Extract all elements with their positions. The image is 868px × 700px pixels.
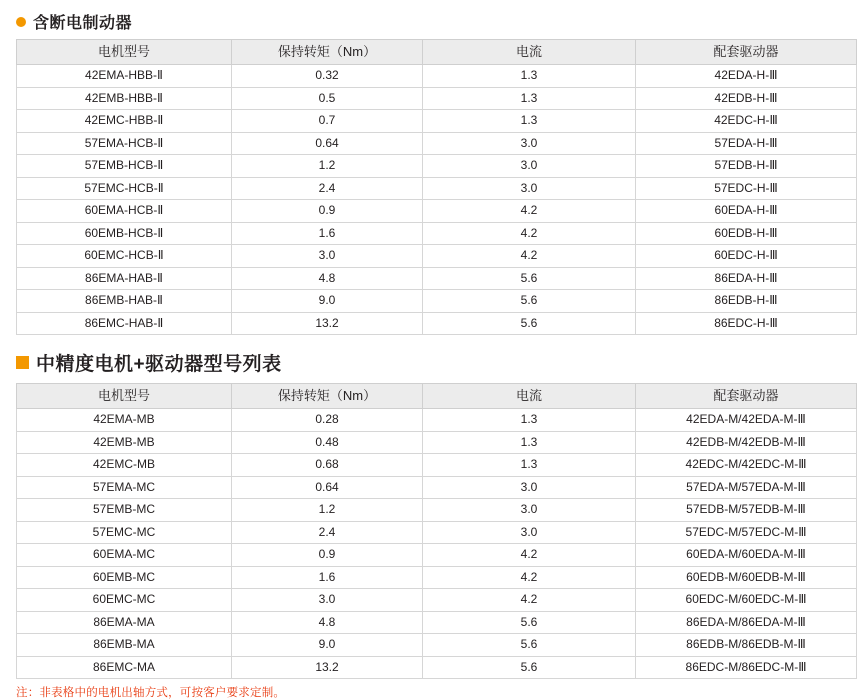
table-row: [17, 177, 857, 200]
column-header-driver: 配套驱动器: [636, 40, 857, 65]
cell-torque: 13.2: [232, 312, 423, 335]
cell-torque: 1.6: [232, 566, 423, 589]
footnote: 注：非表格中的电机出轴方式，可按客户要求定制。: [16, 687, 286, 699]
cell-driver: 57EDC-H-Ⅲ: [636, 177, 857, 200]
table-row: [17, 544, 857, 567]
cell-current: 5.6: [423, 656, 636, 679]
cell-model: 42EMA-MB: [17, 409, 232, 432]
cell-current: 4.2: [423, 222, 636, 245]
section-heading-medium-precision: [16, 349, 852, 376]
cell-current: 3.0: [423, 132, 636, 155]
cell-driver: 60EDB-H-Ⅲ: [636, 222, 857, 245]
cell-current: 1.3: [423, 409, 636, 432]
cell-model: 42EMB-HBB-Ⅱ: [17, 87, 232, 110]
cell-model: 57EMA-MC: [17, 476, 232, 499]
cell-current: 1.3: [423, 110, 636, 133]
cell-model: 86EMA-HAB-Ⅱ: [17, 267, 232, 290]
cell-model: 42EMC-HBB-Ⅱ: [17, 110, 232, 133]
cell-driver: 57EDB-H-Ⅲ: [636, 155, 857, 178]
cell-torque: 4.8: [232, 267, 423, 290]
table-row: [17, 589, 857, 612]
table-row: [17, 454, 857, 477]
column-header-current: 电流: [423, 40, 636, 65]
cell-model: 86EMC-MA: [17, 656, 232, 679]
cell-current: 3.0: [423, 476, 636, 499]
table-row: [17, 521, 857, 544]
cell-torque: 0.64: [232, 132, 423, 155]
cell-torque: 0.7: [232, 110, 423, 133]
cell-torque: 0.9: [232, 200, 423, 223]
cell-torque: 0.9: [232, 544, 423, 567]
cell-driver: 42EDC-H-Ⅲ: [636, 110, 857, 133]
cell-driver: 86EDC-H-Ⅲ: [636, 312, 857, 335]
cell-driver: 60EDC-M/60EDC-M-Ⅲ: [636, 589, 857, 612]
cell-current: 5.6: [423, 312, 636, 335]
cell-model: 42EMC-MB: [17, 454, 232, 477]
cell-driver: 86EDA-M/86EDA-M-Ⅲ: [636, 611, 857, 634]
table-header-row: [17, 40, 857, 65]
cell-model: 60EMA-HCB-Ⅱ: [17, 200, 232, 223]
cell-model: 42EMB-MB: [17, 431, 232, 454]
table-row: [17, 290, 857, 313]
cell-current: 1.3: [423, 431, 636, 454]
cell-current: 4.2: [423, 566, 636, 589]
cell-driver: 42EDA-H-Ⅲ: [636, 65, 857, 88]
cell-driver: 42EDB-M/42EDB-M-Ⅲ: [636, 431, 857, 454]
cell-current: 5.6: [423, 634, 636, 657]
cell-driver: 86EDB-H-Ⅲ: [636, 290, 857, 313]
cell-current: 4.2: [423, 245, 636, 268]
cell-model: 57EMB-HCB-Ⅱ: [17, 155, 232, 178]
cell-current: 5.6: [423, 267, 636, 290]
cell-current: 4.2: [423, 544, 636, 567]
table-row: [17, 656, 857, 679]
cell-driver: 86EDC-M/86EDC-M-Ⅲ: [636, 656, 857, 679]
cell-current: 1.3: [423, 454, 636, 477]
cell-model: 60EMC-MC: [17, 589, 232, 612]
table-row: [17, 312, 857, 335]
table-row: [17, 155, 857, 178]
cell-torque: 3.0: [232, 245, 423, 268]
section-heading-brake: [16, 10, 852, 33]
cell-driver: 60EDB-M/60EDB-M-Ⅲ: [636, 566, 857, 589]
cell-driver: 86EDA-H-Ⅲ: [636, 267, 857, 290]
cell-torque: 0.68: [232, 454, 423, 477]
cell-current: 5.6: [423, 290, 636, 313]
cell-driver: 60EDA-M/60EDA-M-Ⅲ: [636, 544, 857, 567]
table-row: [17, 476, 857, 499]
cell-current: 3.0: [423, 499, 636, 522]
cell-driver: 57EDA-M/57EDA-M-Ⅲ: [636, 476, 857, 499]
cell-model: 57EMC-HCB-Ⅱ: [17, 177, 232, 200]
cell-current: 3.0: [423, 177, 636, 200]
cell-model: 57EMA-HCB-Ⅱ: [17, 132, 232, 155]
table-row: [17, 409, 857, 432]
cell-torque: 9.0: [232, 290, 423, 313]
column-header-model: 电机型号: [17, 40, 232, 65]
section-title: 中精度电机+驱动器型号列表: [36, 354, 282, 375]
cell-current: 3.0: [423, 155, 636, 178]
cell-model: 60EMC-HCB-Ⅱ: [17, 245, 232, 268]
table-row: [17, 132, 857, 155]
cell-torque: 3.0: [232, 589, 423, 612]
table-row: [17, 634, 857, 657]
cell-torque: 0.48: [232, 431, 423, 454]
column-header-holding-torque: 保持转矩（Nm）: [232, 384, 423, 409]
cell-model: 57EMC-MC: [17, 521, 232, 544]
cell-current: 4.2: [423, 200, 636, 223]
cell-model: 86EMC-HAB-Ⅱ: [17, 312, 232, 335]
cell-torque: 4.8: [232, 611, 423, 634]
table-row: [17, 222, 857, 245]
cell-driver: 42EDB-H-Ⅲ: [636, 87, 857, 110]
cell-torque: 0.64: [232, 476, 423, 499]
cell-torque: 13.2: [232, 656, 423, 679]
cell-torque: 2.4: [232, 521, 423, 544]
dot-icon: [16, 17, 26, 27]
cell-torque: 1.2: [232, 155, 423, 178]
cell-torque: 2.4: [232, 177, 423, 200]
cell-driver: 60EDC-H-Ⅲ: [636, 245, 857, 268]
cell-current: 5.6: [423, 611, 636, 634]
table-row: [17, 110, 857, 133]
cell-driver: 42EDA-M/42EDA-M-Ⅲ: [636, 409, 857, 432]
table-row: [17, 431, 857, 454]
medium-precision-motor-table: [16, 383, 857, 679]
cell-torque: 0.32: [232, 65, 423, 88]
cell-torque: 0.5: [232, 87, 423, 110]
cell-driver: 42EDC-M/42EDC-M-Ⅲ: [636, 454, 857, 477]
brake-motor-table: [16, 39, 857, 335]
cell-driver: 86EDB-M/86EDB-M-Ⅲ: [636, 634, 857, 657]
cell-torque: 1.6: [232, 222, 423, 245]
cell-current: 3.0: [423, 521, 636, 544]
column-header-model: 电机型号: [17, 384, 232, 409]
column-header-driver: 配套驱动器: [636, 384, 857, 409]
cell-driver: 57EDA-H-Ⅲ: [636, 132, 857, 155]
cell-model: 60EMA-MC: [17, 544, 232, 567]
cell-driver: 57EDC-M/57EDC-M-Ⅲ: [636, 521, 857, 544]
cell-current: 4.2: [423, 589, 636, 612]
cell-model: 86EMA-MA: [17, 611, 232, 634]
table-row: [17, 200, 857, 223]
cell-model: 60EMB-MC: [17, 566, 232, 589]
cell-model: 42EMA-HBB-Ⅱ: [17, 65, 232, 88]
cell-model: 86EMB-HAB-Ⅱ: [17, 290, 232, 313]
table-row: [17, 65, 857, 88]
cell-torque: 1.2: [232, 499, 423, 522]
square-icon: [16, 356, 29, 369]
table-row: [17, 267, 857, 290]
table-row: [17, 245, 857, 268]
table-row: [17, 611, 857, 634]
cell-model: 57EMB-MC: [17, 499, 232, 522]
cell-model: 86EMB-MA: [17, 634, 232, 657]
cell-torque: 9.0: [232, 634, 423, 657]
table-row: [17, 499, 857, 522]
cell-driver: 60EDA-H-Ⅲ: [636, 200, 857, 223]
column-header-current: 电流: [423, 384, 636, 409]
column-header-holding-torque: 保持转矩（Nm）: [232, 40, 423, 65]
section-title: 含断电制动器: [33, 15, 133, 32]
cell-model: 60EMB-HCB-Ⅱ: [17, 222, 232, 245]
table-header-row: [17, 384, 857, 409]
table-row: [17, 566, 857, 589]
table-row: [17, 87, 857, 110]
cell-current: 1.3: [423, 87, 636, 110]
cell-current: 1.3: [423, 65, 636, 88]
cell-driver: 57EDB-M/57EDB-M-Ⅲ: [636, 499, 857, 522]
cell-torque: 0.28: [232, 409, 423, 432]
